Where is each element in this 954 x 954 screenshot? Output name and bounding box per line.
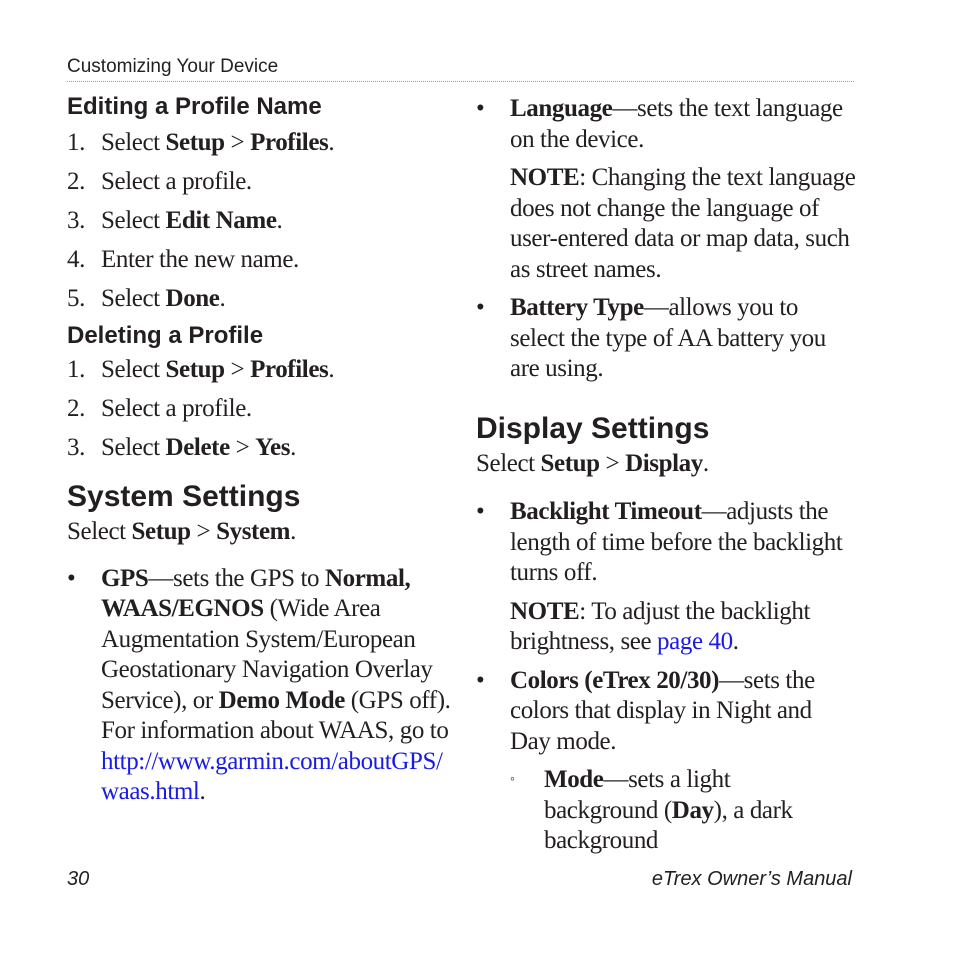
sub-item-mode: ◦ Mode—sets a light background (Day), a dark background bbox=[510, 765, 830, 857]
note-backlight: NOTE: To adjust the backlight brightness, see page 40. bbox=[510, 597, 811, 655]
list-item-language: • Language—sets the text language on the device. NOTE: Changing the text language does not change the language of user-entered data or map data, such as street names. bbox=[476, 94, 866, 285]
heading-system-settings: System Settings bbox=[67, 480, 301, 513]
list-item-gps: • GPS—sets the GPS to Normal, WAAS/EGNOS (Wide Area Augmentation System/European Geostationary Navigation Overlay Service), or Demo Mode (GPS off). For information about WAAS, go to http://www.garmin.com/aboutGPS/waas.html. bbox=[67, 564, 452, 808]
list-item-battery-type: • Battery Type—allows you to select the type of AA battery you are using. bbox=[476, 293, 866, 385]
bullet-marker: • bbox=[476, 95, 485, 122]
bullet-marker: • bbox=[476, 498, 485, 525]
step-item: 5. Select Done. bbox=[67, 285, 226, 312]
header-divider bbox=[67, 81, 854, 82]
system-options bbox=[67, 564, 452, 808]
step-item: 3. Select Edit Name. bbox=[67, 207, 283, 234]
note-language: NOTE: Changing the text language does not change the language of user-entered data or map data, such as street names. bbox=[510, 164, 856, 283]
bullet-marker: • bbox=[476, 666, 485, 694]
page-40-link[interactable]: page 40 bbox=[657, 628, 733, 655]
edit-profile-steps bbox=[67, 128, 452, 314]
manual-title: eTrex Owner’s Manual bbox=[651, 868, 852, 890]
display-intro: Select Setup > Display. bbox=[476, 449, 709, 477]
bullet-marker: • bbox=[67, 564, 76, 592]
delete-profile-steps bbox=[67, 355, 452, 463]
step-item: 2. Select a profile. bbox=[67, 395, 252, 422]
system-options-continued bbox=[476, 94, 866, 385]
step-item: 4. Enter the new name. bbox=[67, 246, 299, 273]
bullet-marker: • bbox=[476, 294, 485, 321]
system-intro: Select Setup > System. bbox=[67, 518, 296, 545]
list-item-colors: • Colors (eTrex 20/30)—sets the colors that display in Night and Day mode. ◦ Mode—sets a light background (Day), a dark background bbox=[476, 666, 866, 857]
waas-link[interactable]: http://www.garmin.com/aboutGPS/waas.html bbox=[101, 747, 443, 805]
heading-editing-profile-name: Editing a Profile Name bbox=[67, 93, 322, 120]
heading-display-settings: Display Settings bbox=[476, 411, 710, 445]
right-column bbox=[476, 94, 866, 857]
page-number: 30 bbox=[67, 868, 90, 890]
heading-deleting-profile: Deleting a Profile bbox=[67, 322, 264, 349]
sub-bullet-marker: ◦ bbox=[510, 772, 515, 787]
running-header: Customizing Your Device bbox=[67, 56, 279, 77]
left-column bbox=[67, 92, 452, 808]
step-item: 2. Select a profile. bbox=[67, 168, 252, 195]
step-item: 1. Select Setup > Profiles. bbox=[67, 356, 335, 383]
list-item-backlight-timeout: • Backlight Timeout—adjusts the length of time before the backlight turns off. NOTE: To adjust the backlight brightness, see page 40. bbox=[476, 497, 866, 658]
display-options bbox=[476, 497, 866, 857]
step-item: 1. Select Setup > Profiles. bbox=[67, 129, 335, 156]
step-item: 3. Select Delete > Yes. bbox=[67, 434, 296, 461]
